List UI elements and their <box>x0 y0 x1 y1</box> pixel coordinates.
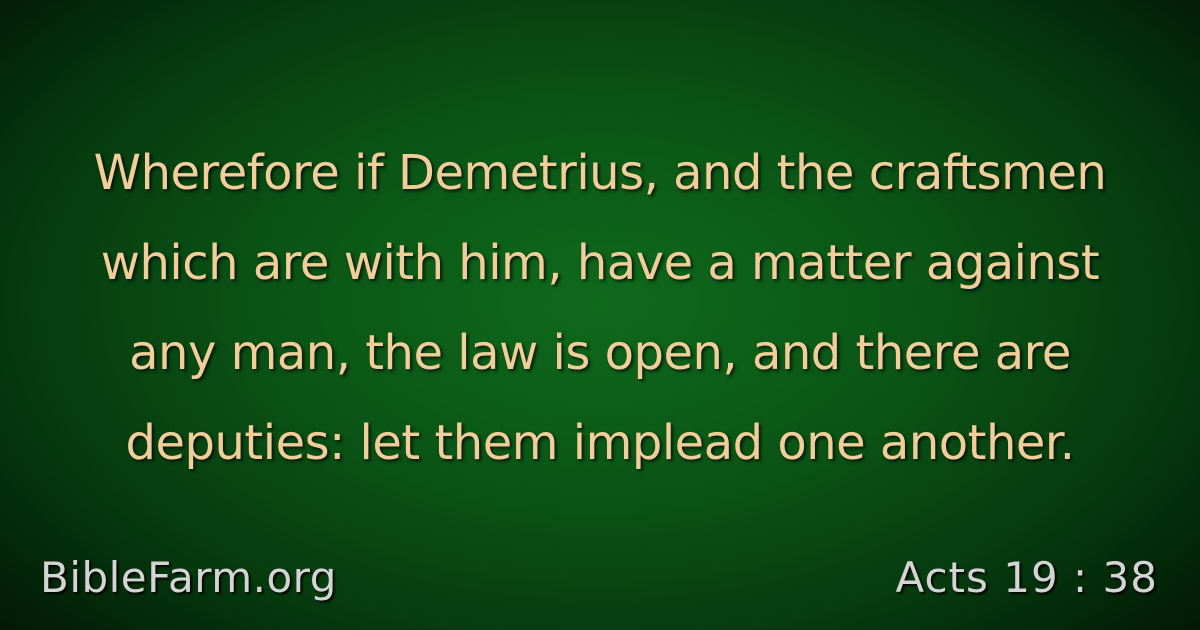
site-name: BibleFarm.org <box>40 553 337 602</box>
verse-line: any man, the law is open, and there are <box>129 325 1071 381</box>
verse-line: which are with him, have a matter against <box>100 235 1100 291</box>
verse-text <box>40 128 1160 488</box>
verse-line: deputies: let them implead one another. <box>125 415 1075 471</box>
verse-line: Wherefore if Demetrius, and the craftsmen <box>93 145 1107 201</box>
verse-reference: Acts 19 : 38 <box>895 553 1158 602</box>
